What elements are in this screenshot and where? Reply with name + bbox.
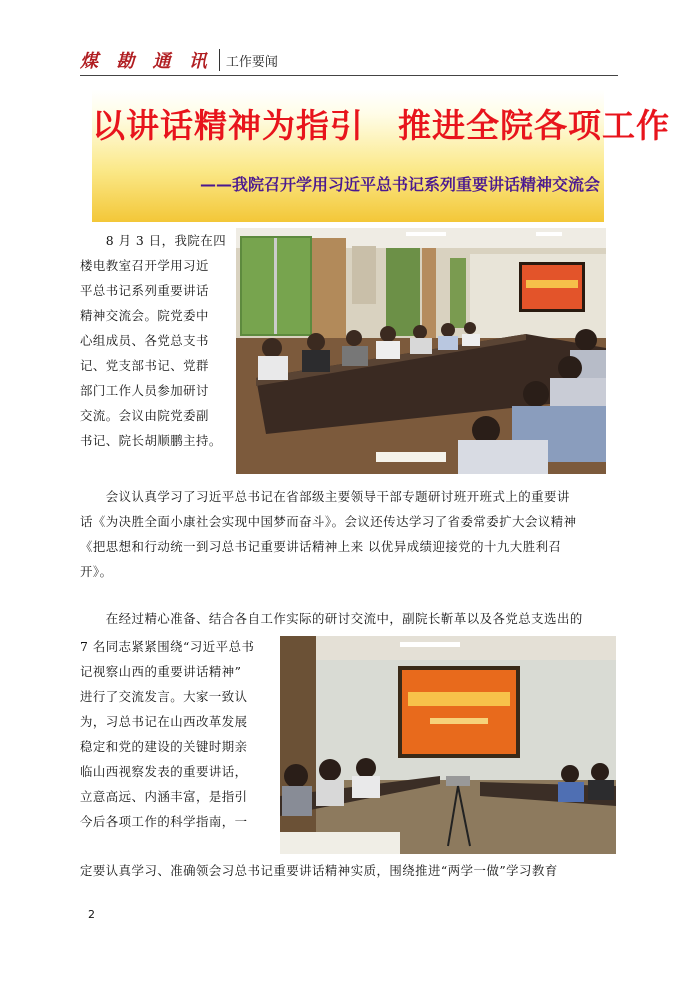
paragraph-2 <box>80 484 626 584</box>
text-line: 书记、院长胡顺鹏主持。 <box>80 433 222 448</box>
text-line: 部门工作人员参加研讨 <box>80 383 209 398</box>
paragraph-3-intro <box>80 606 626 631</box>
text-line: 在经过精心准备、结合各自工作实际的研讨交流中，副院长靳革以及各党总支选出的 <box>80 611 583 626</box>
text-line: 楼电教室召开学用习近 <box>80 258 209 273</box>
text-line: 平总书记系列重要讲话 <box>80 283 209 298</box>
page-number: 2 <box>88 908 95 921</box>
text-line: 交流。会议由院党委副 <box>80 408 209 423</box>
text-line: 立意高远、内涵丰富，是指引 <box>80 789 248 804</box>
text-line: 心组成员、各党总支书 <box>80 333 209 348</box>
text-line: 今后各项工作的科学指南，一 <box>80 814 248 829</box>
header-divider <box>219 49 220 71</box>
text-line: 话《为决胜全面小康社会实现中国梦而奋斗》。会议还传达学习了省委常委扩大会议精神 <box>80 514 577 529</box>
text-line: 临山西视察发表的重要讲话， <box>80 764 248 779</box>
text-line: 8 月 3 日，我院在四 <box>80 233 227 248</box>
meeting-photo-1 <box>236 228 606 474</box>
text-line: 为，习总书记在山西改革发展 <box>80 714 248 729</box>
text-line: 精神交流会。院党委中 <box>80 308 209 323</box>
text-line: 7 名同志紧紧围绕“习近平总书 <box>80 639 255 654</box>
page-header <box>80 48 278 72</box>
text-line: 定要认真学习、准确领会习总书记重要讲话精神实质，围绕推进“两学一做”学习教育 <box>80 863 558 878</box>
text-line: 进行了交流发言。大家一致认 <box>80 689 248 704</box>
publication-name: 煤 勘 通 讯 <box>80 51 213 72</box>
text-line: 记视察山西的重要讲话精神” <box>80 664 242 679</box>
article-subtitle: ——我院召开学用习近平总书记系列重要讲话精神交流会 <box>199 175 600 194</box>
text-line: 《把思想和行动统一到习总书记重要讲话精神上来 以优异成绩迎接党的十九大胜利召 <box>80 539 562 554</box>
paragraph-3-end <box>80 858 626 883</box>
text-line: 会议认真学习了习近平总书记在省部级主要领导干部专题研讨班开班式上的重要讲 <box>80 489 570 504</box>
paragraph-3 <box>80 634 254 834</box>
article-title: 以讲话精神为指引 推进全院各项工作 <box>92 106 670 145</box>
section-name: 工作要闻 <box>225 54 278 70</box>
text-line: 稳定和党的建设的关键时期亲 <box>80 739 248 754</box>
text-line: 记、党支部书记、党群 <box>80 358 209 373</box>
paragraph-1 <box>80 228 226 453</box>
text-line: 开》。 <box>80 564 113 579</box>
meeting-photo-2 <box>280 636 616 854</box>
header-rule <box>80 75 618 76</box>
